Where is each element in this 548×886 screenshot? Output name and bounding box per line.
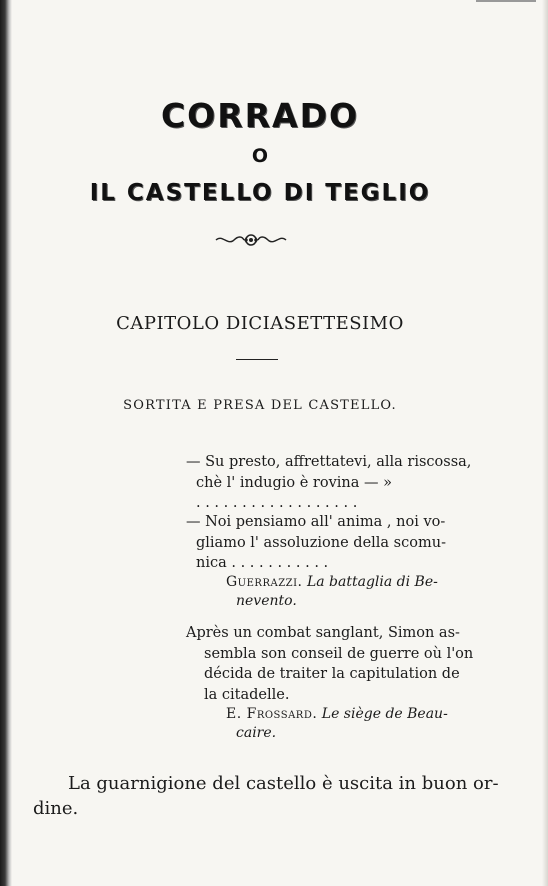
- attribution-guerrazzi: [226, 573, 474, 611]
- chapter-heading: CAPITOLO DICIASETTESIMO: [116, 313, 404, 334]
- epigraph-line-last: [186, 553, 468, 574]
- ornament-flourish-icon: [214, 232, 288, 248]
- body-line: La guarnigione del castello è uscita in buon or-: [68, 773, 499, 794]
- epigraph-word: nica: [196, 555, 227, 571]
- chapter-divider: [236, 359, 278, 360]
- french-quote-line: sembla son conseil de guerre où l'on: [204, 645, 474, 662]
- epigraph-line: — Su presto, affrettatevi, alla riscossa,: [186, 454, 472, 470]
- epigraph-line: chè l' indugio è rovina — »: [196, 474, 392, 491]
- top-margin-mark: [476, 0, 536, 2]
- attribution-frossard: [226, 705, 474, 743]
- epigraph-second: [186, 512, 468, 574]
- book-subtitle: IL CASTELLO DI TEGLIO: [89, 180, 431, 206]
- book-title-conjunction: O: [251, 145, 269, 167]
- chapter-summary: SORTITA E PRESA DEL CASTELLO.: [123, 398, 397, 413]
- epigraph-trailing-dots: . . . . . . . . . . .: [231, 555, 329, 571]
- attribution-work: Le siège de Beau-: [321, 706, 448, 722]
- attribution-author: Guerrazzi.: [226, 574, 303, 590]
- epigraph-dots: . . . . . . . . . . . . . . . . . .: [196, 495, 358, 511]
- epigraph-line: — Noi pensiamo all' anima , noi vo-: [186, 514, 446, 530]
- french-quote: [186, 623, 474, 705]
- french-quote-line: la citadelle.: [204, 686, 290, 703]
- book-title: CORRADO: [160, 96, 360, 135]
- page-right-edge: [542, 0, 548, 886]
- french-quote-line: décida de traiter la capitulation de: [204, 666, 460, 682]
- attribution-author: E. Frossard.: [226, 706, 318, 722]
- attribution-work: La battaglia di Be-: [306, 574, 438, 590]
- attribution-work-cont: nevento.: [236, 593, 297, 609]
- attribution-work-cont: caire.: [236, 725, 277, 741]
- french-quote-line: Après un combat sanglant, Simon as-: [186, 625, 460, 641]
- body-line: dine.: [33, 798, 79, 819]
- epigraph-line: gliamo l' assoluzione della scomu-: [196, 534, 446, 551]
- body-paragraph: [33, 771, 499, 821]
- epigraph-first: [186, 452, 472, 514]
